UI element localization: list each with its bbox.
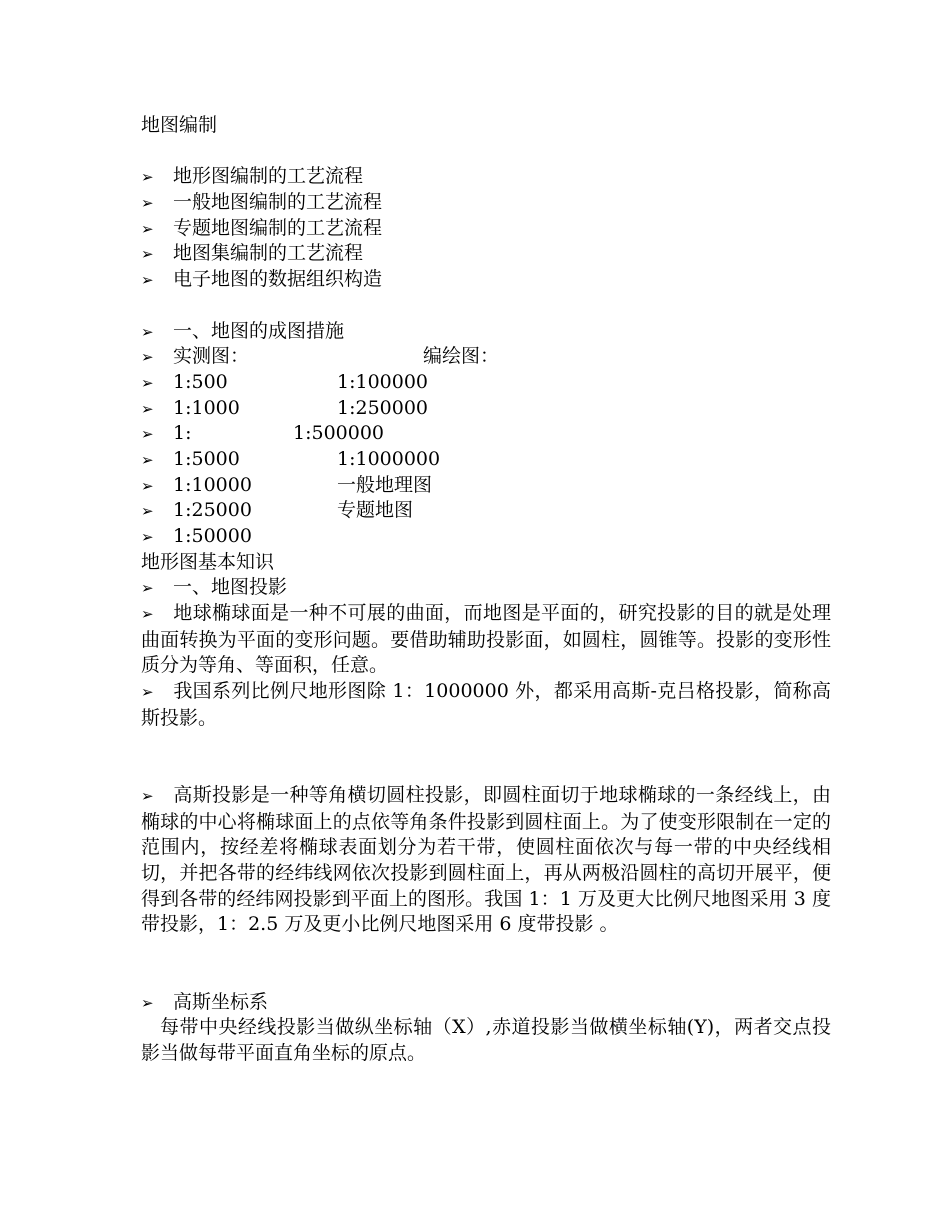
- scale-row: ➢ 1:500 1:100000: [141, 370, 831, 396]
- bullet-arrow-icon: ➢: [141, 322, 154, 341]
- bullet-arrow-icon: ➢: [141, 786, 154, 805]
- scale-row: ➢ 1:10000 一般地理图: [141, 473, 831, 499]
- document-body: [141, 113, 831, 1067]
- toc-item: ➢ 地形图编制的工艺流程: [141, 164, 831, 190]
- bullet-arrow-icon: ➢: [141, 605, 154, 624]
- bullet-arrow-icon: ➢: [141, 271, 154, 290]
- bullet-arrow-icon: ➢: [141, 373, 154, 392]
- paragraph: ➢ 我国系列比例尺地形图除 1：1000000 外，都采用高斯-克吕格投影，简称高斯投影。: [141, 680, 831, 729]
- section-heading: ➢ 一、地图的成图措施: [141, 319, 831, 345]
- toc-item: ➢ 电子地图的数据组织构造: [141, 267, 831, 293]
- scale-header-left: 实测图：: [173, 345, 250, 368]
- scale-row: ➢ 1:50000: [141, 524, 831, 550]
- bullet-arrow-icon: ➢: [141, 399, 154, 418]
- section-heading: ➢ 一、地图投影: [141, 575, 831, 601]
- section-title: 地形图基本知识: [141, 550, 275, 573]
- scale-row: ➢ 1:5000 1:1000000: [141, 447, 831, 473]
- paragraph: 每带中央经线投影当做纵坐标轴（X）,赤道投影当做横坐标轴(Y)，两者交点投影当做每带平面直角坐标的原点。: [141, 1016, 831, 1064]
- section-heading: ➢ 高斯坐标系: [141, 990, 831, 1016]
- scale-row: ➢ 1:1000 1:250000: [141, 396, 831, 422]
- bullet-arrow-icon: ➢: [141, 450, 154, 469]
- paragraph: ➢ 高斯投影是一种等角横切圆柱投影，即圆柱面切于地球椭球的一条经线上，由椭球的中心将椭球面上的点依等角条件投影到圆柱面上。为了使变形限制在一定的范围内，按经差将椭球表面划分为若干带，使圆柱面依次与每一带的中央经线相切，并把各带的经纬线网依次投影到圆柱面上，再从两极沿圆柱的高切开展平，便得到各带的经纬网投影到平面上的图形。我国 1：1 万及更大比例尺地图采用 3 度带投影，1：2.5 万及更小比例尺地图采用 6 度带投影 。: [141, 783, 831, 936]
- bullet-arrow-icon: ➢: [141, 502, 154, 521]
- bullet-arrow-icon: ➢: [141, 425, 154, 444]
- bullet-arrow-icon: ➢: [141, 579, 154, 598]
- bullet-arrow-icon: ➢: [141, 219, 154, 238]
- bullet-arrow-icon: ➢: [141, 683, 154, 702]
- bullet-arrow-icon: ➢: [141, 194, 154, 213]
- scale-row: ➢ 1: 1:500000: [141, 421, 831, 447]
- toc-item: ➢ 地图集编制的工艺流程: [141, 241, 831, 267]
- scale-header-row: [141, 344, 831, 370]
- bullet-arrow-icon: ➢: [141, 476, 154, 495]
- bullet-arrow-icon: ➢: [141, 528, 154, 546]
- paragraph: ➢ 地球椭球面是一种不可展的曲面，而地图是平面的，研究投影的目的就是处理曲面转换为平面的变形问题。要借助辅助投影面，如圆柱，圆锥等。投影的变形性质分为等角、等面积，任意。: [141, 602, 831, 677]
- bullet-arrow-icon: ➢: [141, 348, 154, 367]
- doc-title: 地图编制: [141, 114, 218, 136]
- toc-item: ➢ 一般地图编制的工艺流程: [141, 190, 831, 216]
- toc-item: ➢ 专题地图编制的工艺流程: [141, 216, 831, 242]
- bullet-arrow-icon: ➢: [141, 168, 154, 187]
- bullet-arrow-icon: ➢: [141, 245, 154, 264]
- scale-row: ➢ 1:25000 专题地图: [141, 498, 831, 524]
- scale-header-right: 编绘图：: [423, 345, 500, 368]
- bullet-arrow-icon: ➢: [141, 993, 154, 1012]
